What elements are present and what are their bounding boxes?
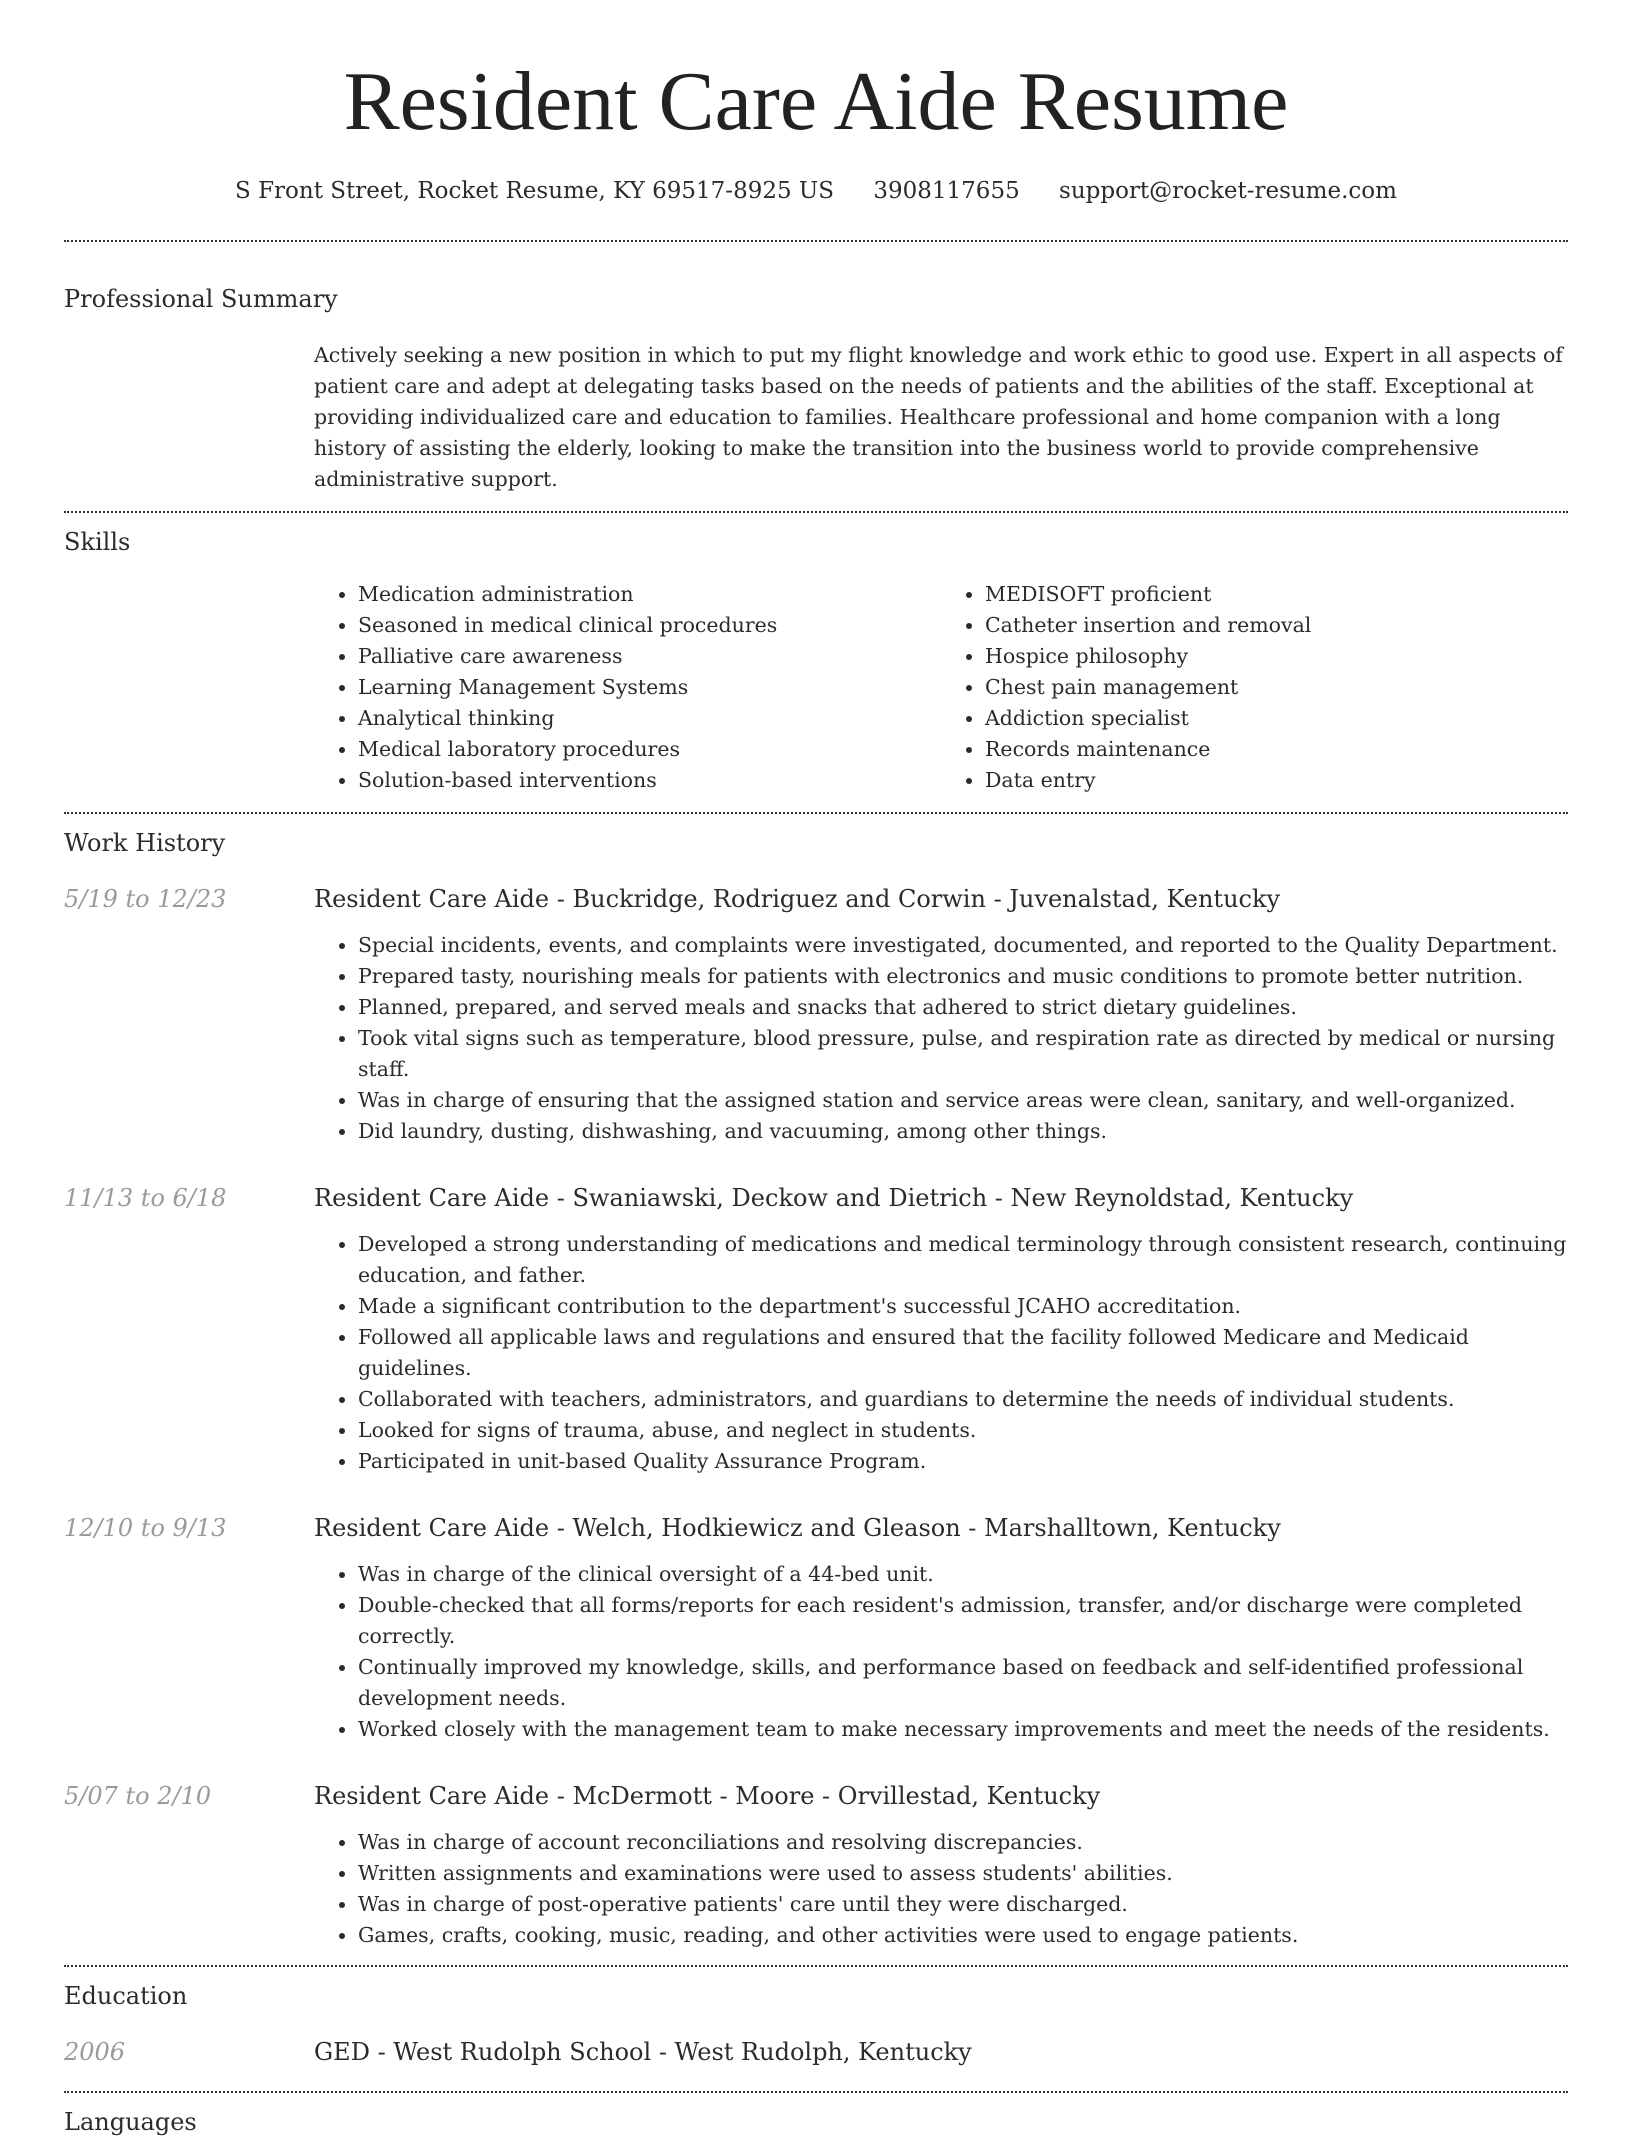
- skill-item: • Chest pain management: [985, 672, 1568, 703]
- job-dates: 12/10 to 9/13: [64, 1514, 227, 1542]
- job-bullets: [314, 1827, 1568, 1951]
- skill-item: • Addiction specialist: [985, 703, 1568, 734]
- job-bullet: • Continually improved my knowledge, skills, and performance based on feedback and self-identified professional development needs.: [358, 1652, 1568, 1714]
- job-dates: 5/19 to 12/23: [64, 885, 227, 913]
- job-bullet: • Developed a strong understanding of medications and medical terminology through consistent research, continuing education, and father.: [358, 1229, 1568, 1291]
- languages-heading: Languages: [64, 2108, 197, 2136]
- job-dates: 11/13 to 6/18: [64, 1184, 227, 1212]
- skill-item: • Data entry: [985, 765, 1568, 796]
- education-entry: GED - West Rudolph School - West Rudolph, Kentucky: [314, 2038, 972, 2066]
- skill-item: • Palliative care awareness: [358, 641, 941, 672]
- job-bullet: • Written assignments and examinations were used to assess students' abilities.: [358, 1858, 1568, 1889]
- section-work-history: [64, 814, 1568, 1951]
- job-bullet: • Double-checked that all forms/reports for each resident's admission, transfer, and/or discharge were completed correctly.: [358, 1590, 1568, 1652]
- skill-item: • Medical laboratory procedures: [358, 734, 941, 765]
- skills-list-left: [314, 579, 941, 796]
- skills-heading: Skills: [64, 528, 131, 556]
- job-bullet: • Games, crafts, cooking, music, reading, and other activities were used to engage patients.: [358, 1920, 1568, 1951]
- job-bullet: • Was in charge of account reconciliations and resolving discrepancies.: [358, 1827, 1568, 1858]
- skill-item: • Records maintenance: [985, 734, 1568, 765]
- section-skills: [64, 513, 1568, 796]
- skills-spacer: [64, 579, 314, 796]
- contact-address: S Front Street, Rocket Resume, KY 69517-8925 US: [235, 178, 835, 204]
- contact-line: [64, 174, 1568, 208]
- education-year: 2006: [64, 2038, 126, 2066]
- summary-heading: Professional Summary: [64, 285, 338, 313]
- job-entry: [64, 882, 1568, 1147]
- skill-item: • Catheter insertion and removal: [985, 610, 1568, 641]
- job-bullet: • Followed all applicable laws and regulations and ensured that the facility followed Medicare and Medicaid guidelines.: [358, 1322, 1568, 1384]
- skill-item: • MEDISOFT proficient: [985, 579, 1568, 610]
- job-bullets: [314, 1229, 1568, 1477]
- resume-title: Resident Care Aide Resume: [343, 55, 1289, 148]
- job-bullet: • Prepared tasty, nourishing meals for patients with electronics and music conditions to promote better nutrition.: [358, 961, 1568, 992]
- job-bullet: • Was in charge of post-operative patients' care until they were discharged.: [358, 1889, 1568, 1920]
- job-entry: [64, 1181, 1568, 1477]
- job-entry: [64, 1511, 1568, 1745]
- skill-item: • Hospice philosophy: [985, 641, 1568, 672]
- job-heading: Resident Care Aide - Swaniawski, Deckow and Dietrich - New Reynoldstad, Kentucky: [314, 1184, 1354, 1212]
- job-bullet: • Was in charge of the clinical oversight of a 44-bed unit.: [358, 1559, 1568, 1590]
- job-bullet: • Did laundry, dusting, dishwashing, and vacuuming, among other things.: [358, 1116, 1568, 1147]
- education-heading: Education: [64, 1982, 188, 2010]
- skill-item: • Medication administration: [358, 579, 941, 610]
- job-dates: 5/07 to 2/10: [64, 1782, 212, 1810]
- skill-item: • Seasoned in medical clinical procedures: [358, 610, 941, 641]
- job-bullet: • Special incidents, events, and complaints were investigated, documented, and reported to the Quality Department.: [358, 930, 1568, 961]
- skill-item: • Learning Management Systems: [358, 672, 941, 703]
- job-bullet: • Worked closely with the management team to make necessary improvements and meet the needs of the residents.: [358, 1714, 1568, 1745]
- job-bullet: • Looked for signs of trauma, abuse, and neglect in students.: [358, 1415, 1568, 1446]
- job-heading: Resident Care Aide - Buckridge, Rodriguez and Corwin - Juvenalstad, Kentucky: [314, 885, 1281, 913]
- job-entry: [64, 1779, 1568, 1951]
- skill-item: • Solution-based interventions: [358, 765, 941, 796]
- skill-item: • Analytical thinking: [358, 703, 941, 734]
- job-bullet: • Participated in unit-based Quality Assurance Program.: [358, 1446, 1568, 1477]
- summary-spacer: [64, 340, 314, 495]
- skills-list-right: [941, 579, 1568, 796]
- job-bullet: • Collaborated with teachers, administrators, and guardians to determine the needs of individual students.: [358, 1384, 1568, 1415]
- job-heading: Resident Care Aide - McDermott - Moore - Orvillestad, Kentucky: [314, 1782, 1101, 1810]
- job-bullet: • Took vital signs such as temperature, blood pressure, pulse, and respiration rate as directed by medical or nursing staff.: [358, 1023, 1568, 1085]
- summary-text: Actively seeking a new position in which to put my flight knowledge and work ethic to good use. Expert in all aspects of patient care and adept at delegating tasks based on the needs of patients and the abilities of the staff. Exceptional at providing individualized care and education to families. Healthcare professional and home companion with a long history of assisting the elderly, looking to make the transition into the business world to provide comprehensive administrative support.: [314, 343, 1563, 491]
- job-bullet: • Made a significant contribution to the department's successful JCAHO accreditation.: [358, 1291, 1568, 1322]
- job-bullet: • Was in charge of ensuring that the assigned station and service areas were clean, sanitary, and well-organized.: [358, 1085, 1568, 1116]
- contact-email: support@rocket-resume.com: [1059, 178, 1397, 204]
- section-languages: [64, 2093, 1568, 2139]
- job-bullets: [314, 930, 1568, 1147]
- contact-phone: 3908117655: [873, 178, 1020, 204]
- section-education: [64, 1967, 1568, 2069]
- section-summary: [64, 242, 1568, 495]
- job-heading: Resident Care Aide - Welch, Hodkiewicz and Gleason - Marshalltown, Kentucky: [314, 1514, 1281, 1542]
- job-bullets: [314, 1559, 1568, 1745]
- job-bullet: • Planned, prepared, and served meals and snacks that adhered to strict dietary guidelines.: [358, 992, 1568, 1023]
- work-heading: Work History: [64, 829, 226, 857]
